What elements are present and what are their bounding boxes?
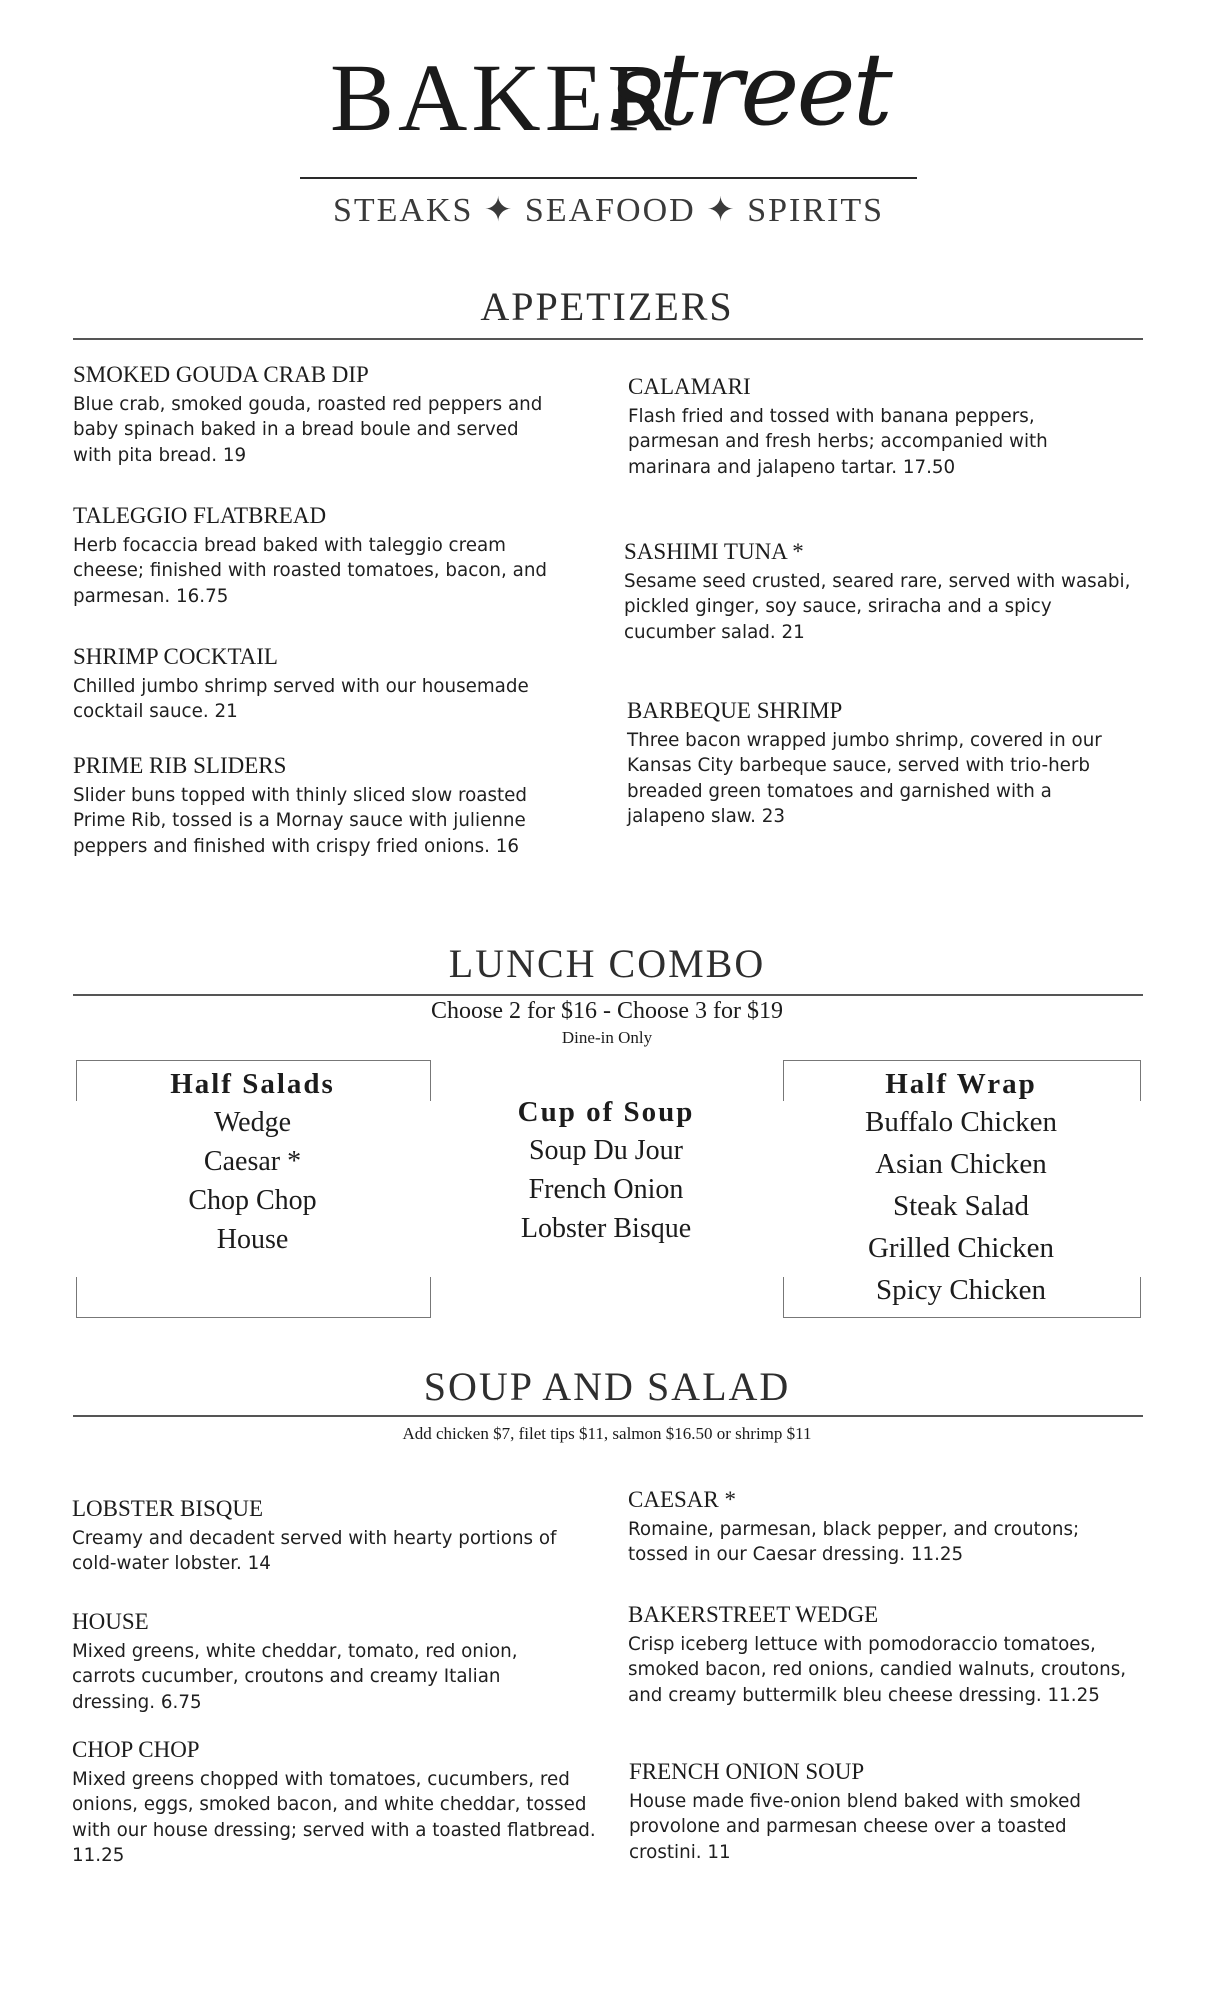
logo-street: street — [610, 31, 890, 148]
item-description: Mixed greens chopped with tomatoes, cucumbers, red onions, eggs, smoked bacon, and white cheddar, tossed with our house dressing; served with a toasted flatbread. 11.25 — [72, 1768, 596, 1867]
item-description: Three bacon wrapped jumbo shrimp, covered in our Kansas City barbeque sauce, served with trio-herb breaded green tomatoes and garnished with a jalapeno slaw. 23 — [627, 729, 1102, 828]
logo-divider — [300, 177, 917, 179]
item-description: Sesame seed crusted, seared rare, served with wasabi, pickled ginger, soy sauce, sriracha and a spicy cucumber salad. 21 — [624, 570, 1131, 643]
appetizers-title: APPETIZERS — [480, 284, 734, 329]
soup-salad-item — [72, 1736, 612, 1869]
appetizer-item — [628, 373, 1098, 480]
combo-option: Wedge — [213, 1107, 292, 1138]
item-name: PRIME RIB SLIDERS — [73, 753, 287, 778]
item-name: SMOKED GOUDA CRAB DIP — [73, 362, 369, 387]
item-name: FRENCH ONION SOUP — [629, 1759, 865, 1784]
half-salads-bracket-bottom — [76, 1277, 431, 1318]
soup-salad-item — [628, 1601, 1128, 1708]
combo-option: Spicy Chicken — [876, 1274, 1046, 1306]
item-description: Flash fried and tossed with banana peppers, parmesan and fresh herbs; accompanied with marinara and jalapeno tartar. 17.50 — [628, 405, 1048, 478]
combo-option: Asian Chicken — [875, 1148, 1047, 1180]
combo-option: Caesar * — [203, 1146, 302, 1177]
item-name: SASHIMI TUNA * — [624, 539, 804, 564]
item-name: HOUSE — [72, 1609, 149, 1634]
combo-note: Dine-in Only — [561, 1028, 653, 1047]
combo-option: House — [216, 1224, 289, 1255]
item-name: TALEGGIO FLATBREAD — [73, 503, 327, 528]
item-name: CHOP CHOP — [72, 1737, 200, 1762]
combo-option: Steak Salad — [892, 1190, 1030, 1222]
item-description: Crisp iceberg lettuce with pomodoraccio tomatoes, smoked bacon, red onions, candied walnuts, croutons, and creamy buttermilk bleu cheese dressing. 11.25 — [628, 1633, 1127, 1706]
combo-option: Soup Du Jour — [528, 1135, 683, 1166]
appetizer-item — [73, 502, 563, 609]
soup-salad-addons: Add chicken $7, filet tips $11, salmon $16.50 or shrimp $11 — [402, 1424, 812, 1443]
soup-salad-item — [629, 1758, 1129, 1865]
appetizer-item — [627, 697, 1117, 830]
combo-option: Chop Chop — [188, 1185, 317, 1216]
item-description: Blue crab, smoked gouda, roasted red peppers and baby spinach baked in a bread boule and served with pita bread. 19 — [73, 393, 543, 466]
lunch-combo-divider — [73, 994, 1143, 996]
half-salads-title: Half Salads — [170, 1068, 335, 1100]
soup-salad-title: SOUP AND SALAD — [423, 1364, 791, 1409]
item-name: BAKERSTREET WEDGE — [628, 1602, 879, 1627]
appetizer-item — [73, 752, 563, 859]
cup-of-soup-title: Cup of Soup — [517, 1096, 695, 1128]
item-name: SHRIMP COCKTAIL — [73, 644, 278, 669]
combo-pricing: Choose 2 for $16 - Choose 3 for $19 — [431, 998, 783, 1024]
soup-salad-item — [72, 1608, 562, 1715]
item-name: BARBEQUE SHRIMP — [627, 698, 843, 723]
item-name: LOBSTER BISQUE — [72, 1496, 264, 1521]
logo-baker: BAKER — [330, 44, 676, 151]
half-wrap-title: Half Wrap — [885, 1068, 1037, 1100]
item-description: Slider buns topped with thinly sliced slow roasted Prime Rib, tossed is a Mornay sauce with julienne peppers and finished with crispy fried onions. 16 — [73, 784, 527, 857]
soup-salad-item — [628, 1486, 1128, 1568]
half-salads-column — [76, 1068, 429, 1259]
appetizer-item — [73, 361, 563, 468]
item-description: Creamy and decadent served with hearty portions of cold-water lobster. 14 — [72, 1527, 557, 1575]
combo-option: Grilled Chicken — [867, 1232, 1055, 1264]
item-name: CALAMARI — [628, 374, 751, 399]
combo-option: Lobster Bisque — [520, 1213, 692, 1244]
item-description: House made five-onion blend baked with smoked provolone and parmesan cheese over a toasted crostini. 11 — [629, 1790, 1081, 1863]
item-description: Romaine, parmesan, black pepper, and croutons; tossed in our Caesar dressing. 11.25 — [628, 1518, 1080, 1566]
lunch-combo-title: LUNCH COMBO — [448, 941, 766, 986]
combo-option: Buffalo Chicken — [865, 1106, 1057, 1138]
item-description: Chilled jumbo shrimp served with our housemade cocktail sauce. 21 — [73, 675, 529, 723]
item-description: Herb focaccia bread baked with taleggio cream cheese; finished with roasted tomatoes, bacon, and parmesan. 16.75 — [73, 534, 548, 607]
item-name: CAESAR * — [628, 1487, 736, 1512]
appetizer-item — [624, 538, 1144, 645]
appetizer-item — [73, 643, 563, 725]
appetizers-divider — [73, 338, 1143, 340]
cup-of-soup-column — [430, 1096, 782, 1248]
tagline: STEAKS ✦ SEAFOOD ✦ SPIRITS — [332, 192, 885, 229]
half-wrap-column — [783, 1068, 1139, 1311]
soup-salad-item — [72, 1495, 562, 1577]
combo-option: French Onion — [528, 1174, 684, 1205]
item-description: Mixed greens, white cheddar, tomato, red onion, carrots cucumber, croutons and creamy Italian dressing. 6.75 — [72, 1640, 518, 1713]
soup-salad-divider — [73, 1415, 1143, 1417]
